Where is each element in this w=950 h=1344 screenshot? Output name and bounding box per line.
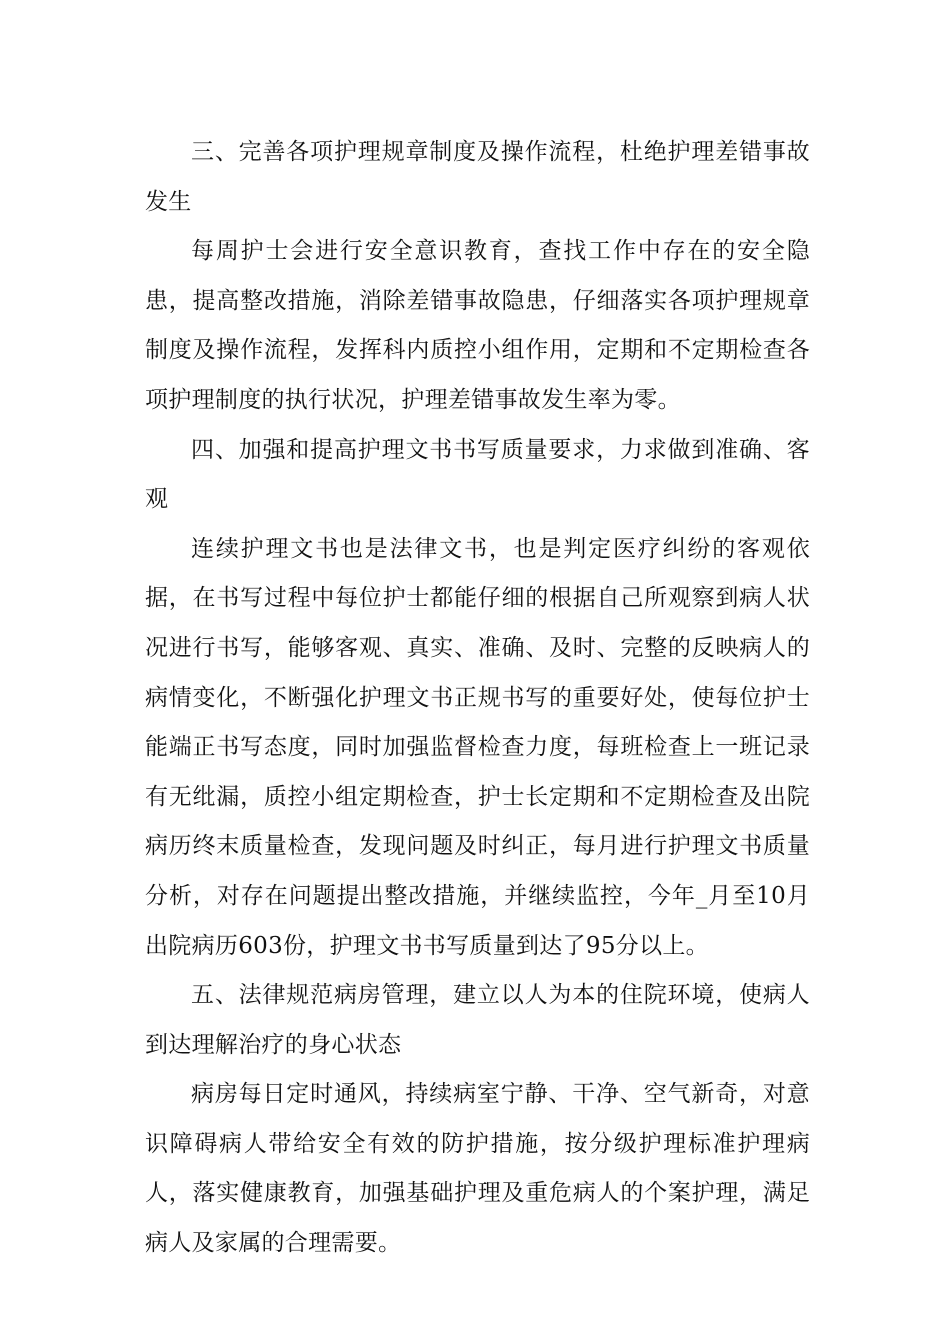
section-heading-4: 四、加强和提高护理文书书写质量要求，力求做到准确、客观 — [145, 436, 810, 513]
section-heading-3: 三、完善各项护理规章制度及操作流程，杜绝护理差错事故发生 — [145, 139, 810, 215]
paragraph-safety-education: 每周护士会进行安全意识教育，查找工作中存在的安全隐患，提高整改措施，消除差错事故隐患，仔细落实各项护理规章制度及操作流程，发挥科内质控小组作用，定期和不定期检查各项护理制度的执行状况，护理差错事故发生率为零。 — [145, 238, 810, 413]
paragraph-ward-management: 病房每日定时通风，持续病室宁静、干净、空气新奇，对意识障碍病人带给安全有效的防护措施，按分级护理标准护理病人，落实健康教育，加强基础护理及重危病人的个案护理，满足病人及家属的合理需要。 — [145, 1081, 810, 1257]
paragraph-nursing-documents: 连续护理文书也是法律文书，也是判定医疗纠纷的客观依据，在书写过程中每位护士都能仔细的根据自己所观察到病人状况进行书写，能够客观、真实、准确、及时、完整的反映病人的病情变化，不断强化护理文书正规书写的重要好处，使每位护士能端正书写态度，同时加强监督检查力度，每班检查上一班记录有无纰漏，质控小组定期检查，护士长定期和不定期检查及出院病历终末质量检查，发现问题及时纠正，每月进行护理文书质量分析，对存在问题提出整改措施，并继续监控，今年_月至10月出院病历603份，护理文书书写质量到达了95分以上。 — [145, 535, 810, 959]
section-heading-5: 五、法律规范病房管理，建立以人为本的住院环境，使病人到达理解治疗的身心状态 — [145, 982, 810, 1058]
document-body — [145, 128, 810, 1269]
